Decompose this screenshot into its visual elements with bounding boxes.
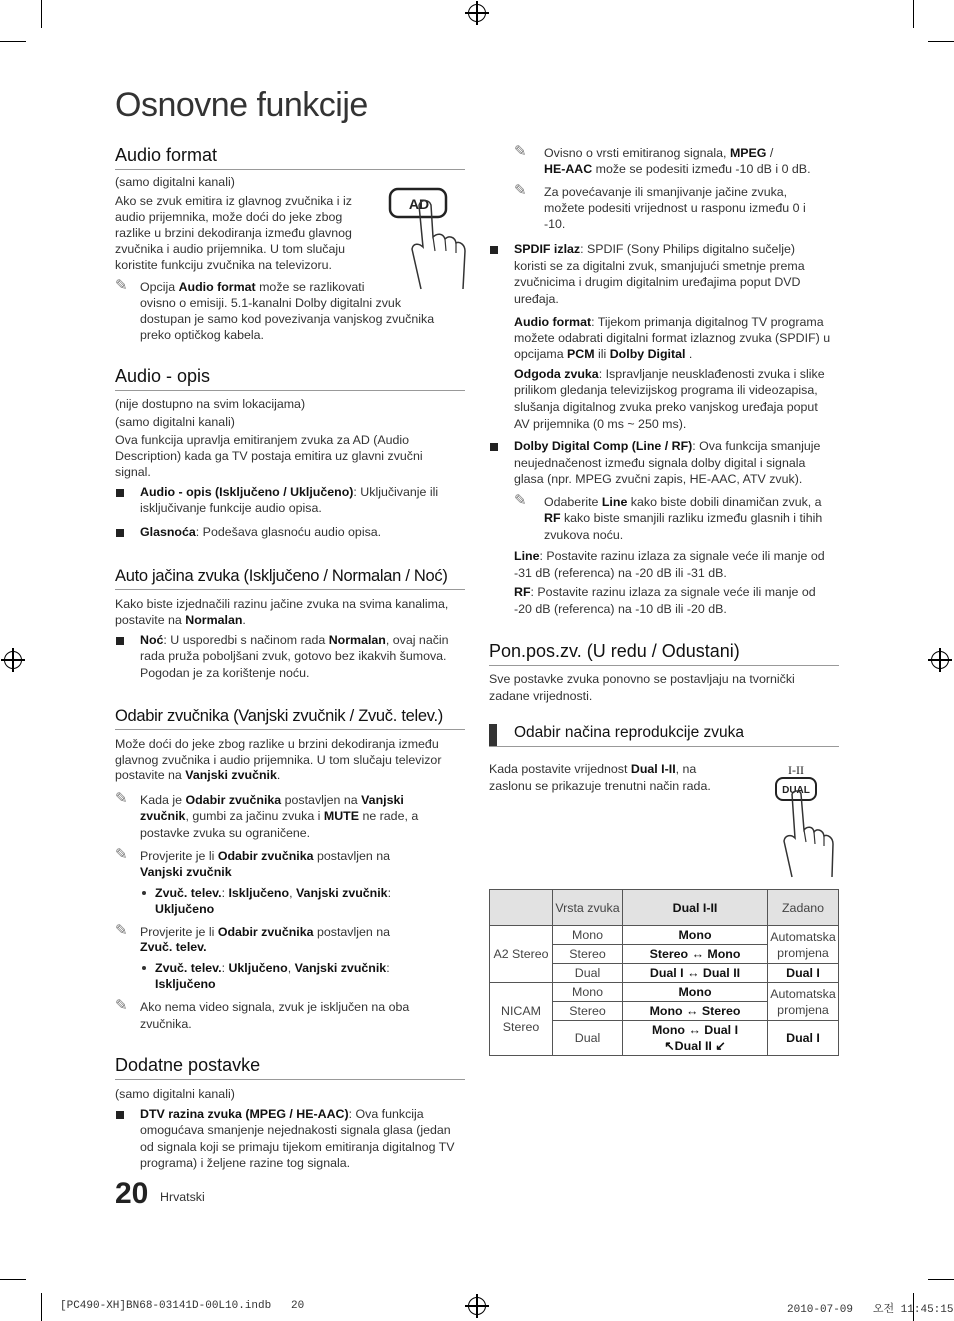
pon-body-1: Sve postavke zvuka ponovno se postavljaju na tvornički	[489, 672, 795, 686]
audio-format-note-l2: ovisno o emisiji. 5.1-kanalni Dolby digitalni zvuk	[140, 296, 402, 310]
audio-opis-bullet-1: Audio - opis (Isključeno / Uključeno): Uključivanje ili	[140, 485, 439, 499]
spdif-audio-format-l2: možete odabrati digitalni format izlaznog zvuka (SPDIF) u	[514, 331, 831, 345]
audio-opis-bullet-2: Glasnoća: Podešava glasnoću audio opisa.	[140, 525, 382, 539]
table-cell: Automatska promjena	[768, 926, 839, 964]
table-cell: Mono	[623, 926, 768, 945]
ddc-line: Line: Postavite razinu izlaza za signale veće ili manje od	[514, 549, 825, 563]
table-cell: Stereo	[553, 1002, 623, 1021]
sound-mode-table	[489, 889, 839, 1056]
page-number: 20	[115, 1177, 149, 1210]
odabir-note-4-l2: zvučnika.	[140, 1017, 192, 1031]
audio-format-body-1: Ako se zvuk emitira iz glavnog zvučnika i iz	[115, 194, 352, 208]
crop-mark	[928, 1279, 954, 1280]
footer-file: [PC490-XH]BN68-03141D-00L10.indb 20	[60, 1300, 305, 1312]
auto-jacina-bullet-1-l3: Pogodan je za korištenje noću.	[140, 666, 310, 680]
spdif-bullet: SPDIF izlaz: SPDIF (Sony Philips digitalno sučelje)	[514, 242, 795, 256]
ddc-note-l2: RF kako biste smanjili razliku između glasnih i tihih	[544, 511, 823, 525]
note-icon: ✎	[115, 790, 128, 807]
dual-button-hand-icon	[770, 760, 842, 878]
ddc-l2: neujednačenost između signala dolby digital i signala	[514, 456, 806, 470]
crop-mark	[41, 0, 42, 28]
crop-mark	[928, 41, 954, 42]
odabir-note-3-l2: Zvuč. telev.	[140, 940, 207, 954]
table-header-cell: Vrsta zvuka	[553, 890, 623, 926]
odabir-dot-2-l2: Isključeno	[155, 977, 216, 991]
section-heading-dodatne-postavke: Dodatne postavke	[115, 1055, 465, 1080]
audio-format-note: Opcija Audio format može se razlikovati	[140, 280, 365, 294]
audio-opis-body-2: Description) kada ga TV postaja emitira uz glavni zvučni	[115, 449, 423, 463]
auto-jacina-body-1: Kako biste izjednačili razinu jačine zvuka na svima kanalima,	[115, 597, 449, 611]
note-icon: ✎	[514, 492, 527, 509]
odabir-nacina-body-1: Kada postavite vrijednost Dual I-II, na	[489, 762, 697, 776]
table-cell: Dual I	[768, 1021, 839, 1056]
audio-opis-body-3: signal.	[115, 465, 151, 479]
note-icon: ✎	[115, 997, 128, 1014]
audio-format-note-l4: preko optičkog kabela.	[140, 328, 264, 342]
registration-mark-icon	[468, 4, 486, 22]
ddc-line-l2: -31 dB (referenca) na -20 dB ili -31 dB.	[514, 566, 727, 580]
spdif-audio-format: Audio format: Tijekom primanja digitalnog TV programa	[514, 315, 824, 329]
auto-jacina-bullet-1-l2: rada pruža poboljšani zvuk, gotovo bez ikakvih šumova.	[140, 649, 447, 663]
odabir-zvucnika-body-2: glavnog zvučnika i audio prijemnika. U tom slučaju televizor	[115, 753, 442, 767]
table-cell: Mono	[553, 983, 623, 1002]
odabir-note-1-l3: postavke zvuka su ograničene.	[140, 826, 311, 840]
dodatne-bullet-1-l3: od signala koji se primaju tijekom emitiranja digitalnog TV	[140, 1140, 455, 1154]
section-heading-pon-pos-zv: Pon.pos.zv. (U redu / Odustani)	[489, 641, 839, 666]
ddc-note-l3: zvukova noću.	[544, 528, 624, 542]
table-cell: Automatska promjena	[768, 983, 839, 1021]
ad-button-hand-icon	[385, 185, 470, 290]
spdif-odgoda-l2: prilikom gledanja televizijskog programa ili videozapisa,	[514, 383, 818, 397]
dual-label: I-II	[788, 763, 804, 777]
spdif-odgoda: Odgoda zvuka: Ispravljanje neusklađenosti zvuka i slike	[514, 367, 825, 381]
audio-opis-bullet-1-l2: isključivanje funkcije audio opisa.	[140, 501, 322, 515]
table-cell: Dual	[553, 1021, 623, 1056]
subsection-underline	[489, 746, 839, 747]
odabir-zvucnika-body-3: postavite na Vanjski zvučnik.	[115, 768, 281, 782]
table-row	[490, 926, 839, 945]
odabir-note-3: Provjerite je li Odabir zvučnika postavljen na	[140, 925, 390, 939]
right-note-1-l2: HE-AAC može se podesiti između -10 dB i 0 dB.	[544, 162, 811, 176]
bullet-square-icon	[490, 246, 498, 254]
ddc-note: Odaberite Line kako biste dobili dinamičan zvuk, a	[544, 495, 822, 509]
note-icon: ✎	[115, 277, 128, 294]
odabir-nacina-body-2: zaslonu se prikazuje trenutni način rada.	[489, 779, 711, 793]
table-row	[490, 983, 839, 1002]
subsection-bar-icon	[489, 724, 497, 746]
spdif-odgoda-l4: AV prijemnika (0 ms ~ 250 ms).	[514, 417, 687, 431]
odabir-zvucnika-body-1: Može doći do jeke zbog razlike u brzini dekodiranja između	[115, 737, 439, 751]
odabir-dot-1-l2: Uključeno	[155, 902, 215, 916]
table-cell: Dual I ↔ Dual II	[623, 964, 768, 983]
odabir-note-2: Provjerite je li Odabir zvučnika postavljen na	[140, 849, 390, 863]
note-icon: ✎	[514, 182, 527, 199]
bullet-square-icon	[116, 489, 124, 497]
odabir-note-4: Ako nema video signala, zvuk je isključen na oba	[140, 1000, 410, 1014]
section-heading-audio-opis: Audio - opis	[115, 366, 465, 391]
section-heading-audio-format: Audio format	[115, 145, 465, 170]
dodatne-bullet-1-l4: programa) i željene razine tog signala.	[140, 1156, 351, 1170]
crop-mark	[0, 41, 26, 42]
ddc-bullet: Dolby Digital Comp (Line / RF): Ova funkcija smanjuje	[514, 439, 821, 453]
table-header-cell: Zadano	[768, 890, 839, 926]
auto-jacina-bullet-1: Noć: U usporedbi s načinom rada Normalan, ovaj način	[140, 633, 449, 647]
table-cell: Stereo	[553, 945, 623, 964]
ad-button-label: AD	[408, 196, 430, 212]
spdif-l3: zvučnicima i drugim digitalnim uređajima poput DVD	[514, 275, 801, 289]
table-cell: Stereo ↔ Mono	[623, 945, 768, 964]
spdif-l4: uređaja.	[514, 292, 559, 306]
right-note-1: Ovisno o vrsti emitiranog signala, MPEG /	[544, 146, 774, 160]
dodatne-bullet-1: DTV razina zvuka (MPEG / HE-AAC): Ova funkcija	[140, 1107, 424, 1121]
right-note-2: Za povećavanje ili smanjivanje jačine zvuka,	[544, 185, 788, 199]
audio-format-body-4: zvučnika i audio prijemnika. U tom slučaju	[115, 242, 346, 256]
auto-jacina-body-2: postavite na Normalan.	[115, 613, 246, 627]
table-header-cell: Dual I-II	[623, 890, 768, 926]
audio-opis-body-1: Ova funkcija upravlja emitiranjem zvuka za AD (Audio	[115, 433, 410, 447]
audio-opis-sub2: (samo digitalni kanali)	[115, 415, 235, 429]
table-cell: Dual	[553, 964, 623, 983]
table-cell: NICAM Stereo	[490, 983, 553, 1056]
bullet-square-icon	[116, 637, 124, 645]
spdif-odgoda-l3: slušanja digitalnog zvuka preko vanjskog uređaja poput	[514, 400, 818, 414]
page-title: Osnovne funkcije	[115, 86, 368, 124]
note-icon: ✎	[115, 846, 128, 863]
ddc-rf-l2: -20 dB (referenca) na -10 dB ili -20 dB.	[514, 602, 727, 616]
audio-format-body-5: koristite funkciju zvučnika na televizoru.	[115, 258, 332, 272]
odabir-dot-1: Zvuč. telev.: Isključeno, Vanjski zvučnik:	[155, 886, 392, 900]
note-icon: ✎	[115, 922, 128, 939]
odabir-note-2-l2: Vanjski zvučnik	[140, 865, 232, 879]
crop-mark	[913, 0, 914, 28]
table-header-cell	[490, 890, 553, 926]
footer-datetime: 2010-07-09 오전 11:45:15	[787, 1304, 954, 1316]
bullet-square-icon	[116, 529, 124, 537]
table-cell: Mono	[623, 983, 768, 1002]
bullet-square-icon	[490, 443, 498, 451]
dodatne-sub: (samo digitalni kanali)	[115, 1087, 235, 1101]
audio-format-sub: (samo digitalni kanali)	[115, 175, 235, 189]
table-cell: Dual I	[768, 964, 839, 983]
audio-format-body-3: razlike u brzini dekodiranja između glavnog	[115, 226, 352, 240]
right-note-2-l3: -10.	[544, 217, 566, 231]
pon-body-2: zadane vrijednosti.	[489, 689, 593, 703]
ddc-l3: glasa (npr. MPEG zvučni zapis, HE-AAC, ATV zvuk).	[514, 472, 803, 486]
ddc-rf: RF: Postavite razinu izlaza za signale veće ili manje od	[514, 585, 816, 599]
note-icon: ✎	[514, 143, 527, 160]
audio-format-note-l3: dostupan je samo kod povezivanja vanjskog zvučnika	[140, 312, 435, 326]
audio-opis-sub1: (nije dostupno na svim lokacijama)	[115, 397, 306, 411]
registration-mark-icon	[4, 651, 22, 669]
registration-mark-icon	[468, 1297, 486, 1315]
section-heading-auto-jacina: Auto jačina zvuka (Isključeno / Normalan / Noć)	[115, 567, 465, 590]
dual-button-label: DUAL	[782, 785, 810, 796]
right-note-2-l2: možete podesiti vrijednost u rasponu između 0 i	[544, 201, 806, 215]
crop-mark	[41, 1293, 42, 1321]
spdif-audio-format-l3: opcijama PCM ili Dolby Digital .	[514, 347, 693, 361]
table-cell: Mono ↔ Dual I ↖Dual II ↙	[623, 1021, 768, 1056]
table-cell: A2 Stereo	[490, 926, 553, 983]
crop-mark	[0, 1279, 26, 1280]
table-row	[490, 890, 839, 926]
bullet-dot-icon	[142, 891, 146, 895]
odabir-note-1: Kada je Odabir zvučnika postavljen na Vanjski	[140, 793, 404, 807]
odabir-dot-2: Zvuč. telev.: Uključeno, Vanjski zvučnik:	[155, 961, 390, 975]
page-language: Hrvatski	[160, 1190, 205, 1204]
bullet-square-icon	[116, 1111, 124, 1119]
bullet-dot-icon	[142, 966, 146, 970]
registration-mark-icon	[931, 651, 949, 669]
table-cell: Mono ↔ Stereo	[623, 1002, 768, 1021]
odabir-note-1-l2: zvučnik, gumbi za jačinu zvuka i MUTE ne rade, a	[140, 809, 419, 823]
table-cell: Mono	[553, 926, 623, 945]
spdif-l2: koristi se za digitalni zvuk, smanjujući smetnje prema	[514, 259, 805, 273]
subsection-heading-odabir-nacina: Odabir načina reprodukcije zvuka	[514, 724, 745, 741]
dodatne-bullet-1-l2: omogućava smanjenje nejednakosti signala glasa (jedan	[140, 1123, 451, 1137]
section-heading-odabir-zvucnika: Odabir zvučnika (Vanjski zvučnik / Zvuč. telev.)	[115, 707, 465, 730]
audio-format-body-2: audio prijemnika, može doći do jeke zbog	[115, 210, 343, 224]
